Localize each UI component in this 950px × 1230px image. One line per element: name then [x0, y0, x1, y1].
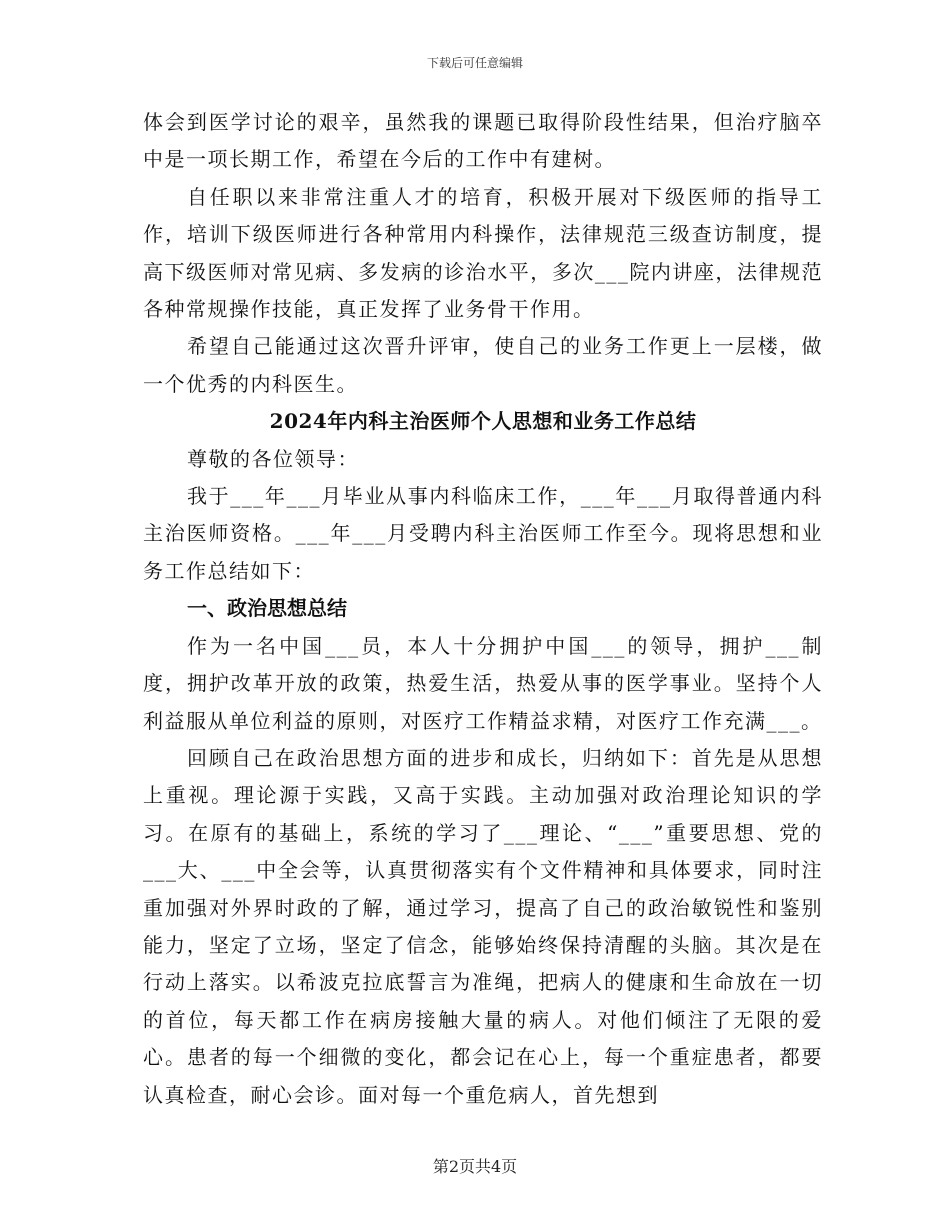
paragraph-training: 自任职以来非常注重人才的培育，积极开展对下级医师的指导工作，培训下级医师进行各种常用内科操作，法律规范三级查访制度，提高下级医师对常见病、多发病的诊治水平，多次___院内讲座，法律规范各种常规操作技能，真正发挥了业务骨干作用。 — [143, 184, 823, 322]
page-number: 第2页共4页 — [432, 1157, 518, 1176]
document-body — [143, 104, 823, 1114]
heading-political-thought: 一、政治思想总结 — [187, 596, 347, 621]
paragraph-intro: 我于___年___月毕业从事内科临床工作，___年___月取得普通内科主治医师资格。___年___月受聘内科主治医师工作至今。现将思想和业务工作总结如下： — [143, 484, 823, 583]
paragraph-continued: 体会到医学讨论的艰辛，虽然我的课题已取得阶段性结果，但治疗脑卒中是一项长期工作，希望在今后的工作中有建树。 — [143, 110, 823, 172]
paragraph-political: 作为一名中国___员，本人十分拥护中国___的领导，拥护___制度，拥护改革开放的政策，热爱生活，热爱从事的医学事业。坚持个人利益服从单位利益的原则，对医疗工作精益求精，对医疗工作充满___。 — [143, 633, 823, 733]
header-note: 下载后可任意编辑 — [426, 56, 523, 70]
salutation: 尊敬的各位领导： — [187, 446, 359, 471]
paragraph-hope: 希望自己能通过这次晋升评审，使自己的业务工作更上一层楼，做一个优秀的内科医生。 — [143, 334, 823, 396]
paragraph-review: 回顾自己在政治思想方面的进步和成长，归纳如下：首先是从思想上重视。理论源于实践，又高于实践。主动加强对政治理论知识的学习。在原有的基础上，系统的学习了___理论、“___”重要思想、党的___大、___中全会等，认真贯彻落实有个文件精神和具体要求，同时注重加强对外界时政的了解，通过学习，提高了自己的政治敏锐性和鉴别能力，坚定了立场，坚定了信念，能够始终保持清醒的头脑。其次是在行动上落实。以希波克拉底誓言为准绳，把病人的健康和生命放在一切的首位，每天都工作在病房接触大量的病人。对他们倾注了无限的爱心。患者的每一个细微的变化，都会记在心上，每一个重症患者，都要认真检查，耐心会诊。面对每一个重危病人，首先想到 — [143, 745, 823, 1107]
section-title: 2024年内科主治医师个人思想和业务工作总结 — [269, 409, 697, 434]
